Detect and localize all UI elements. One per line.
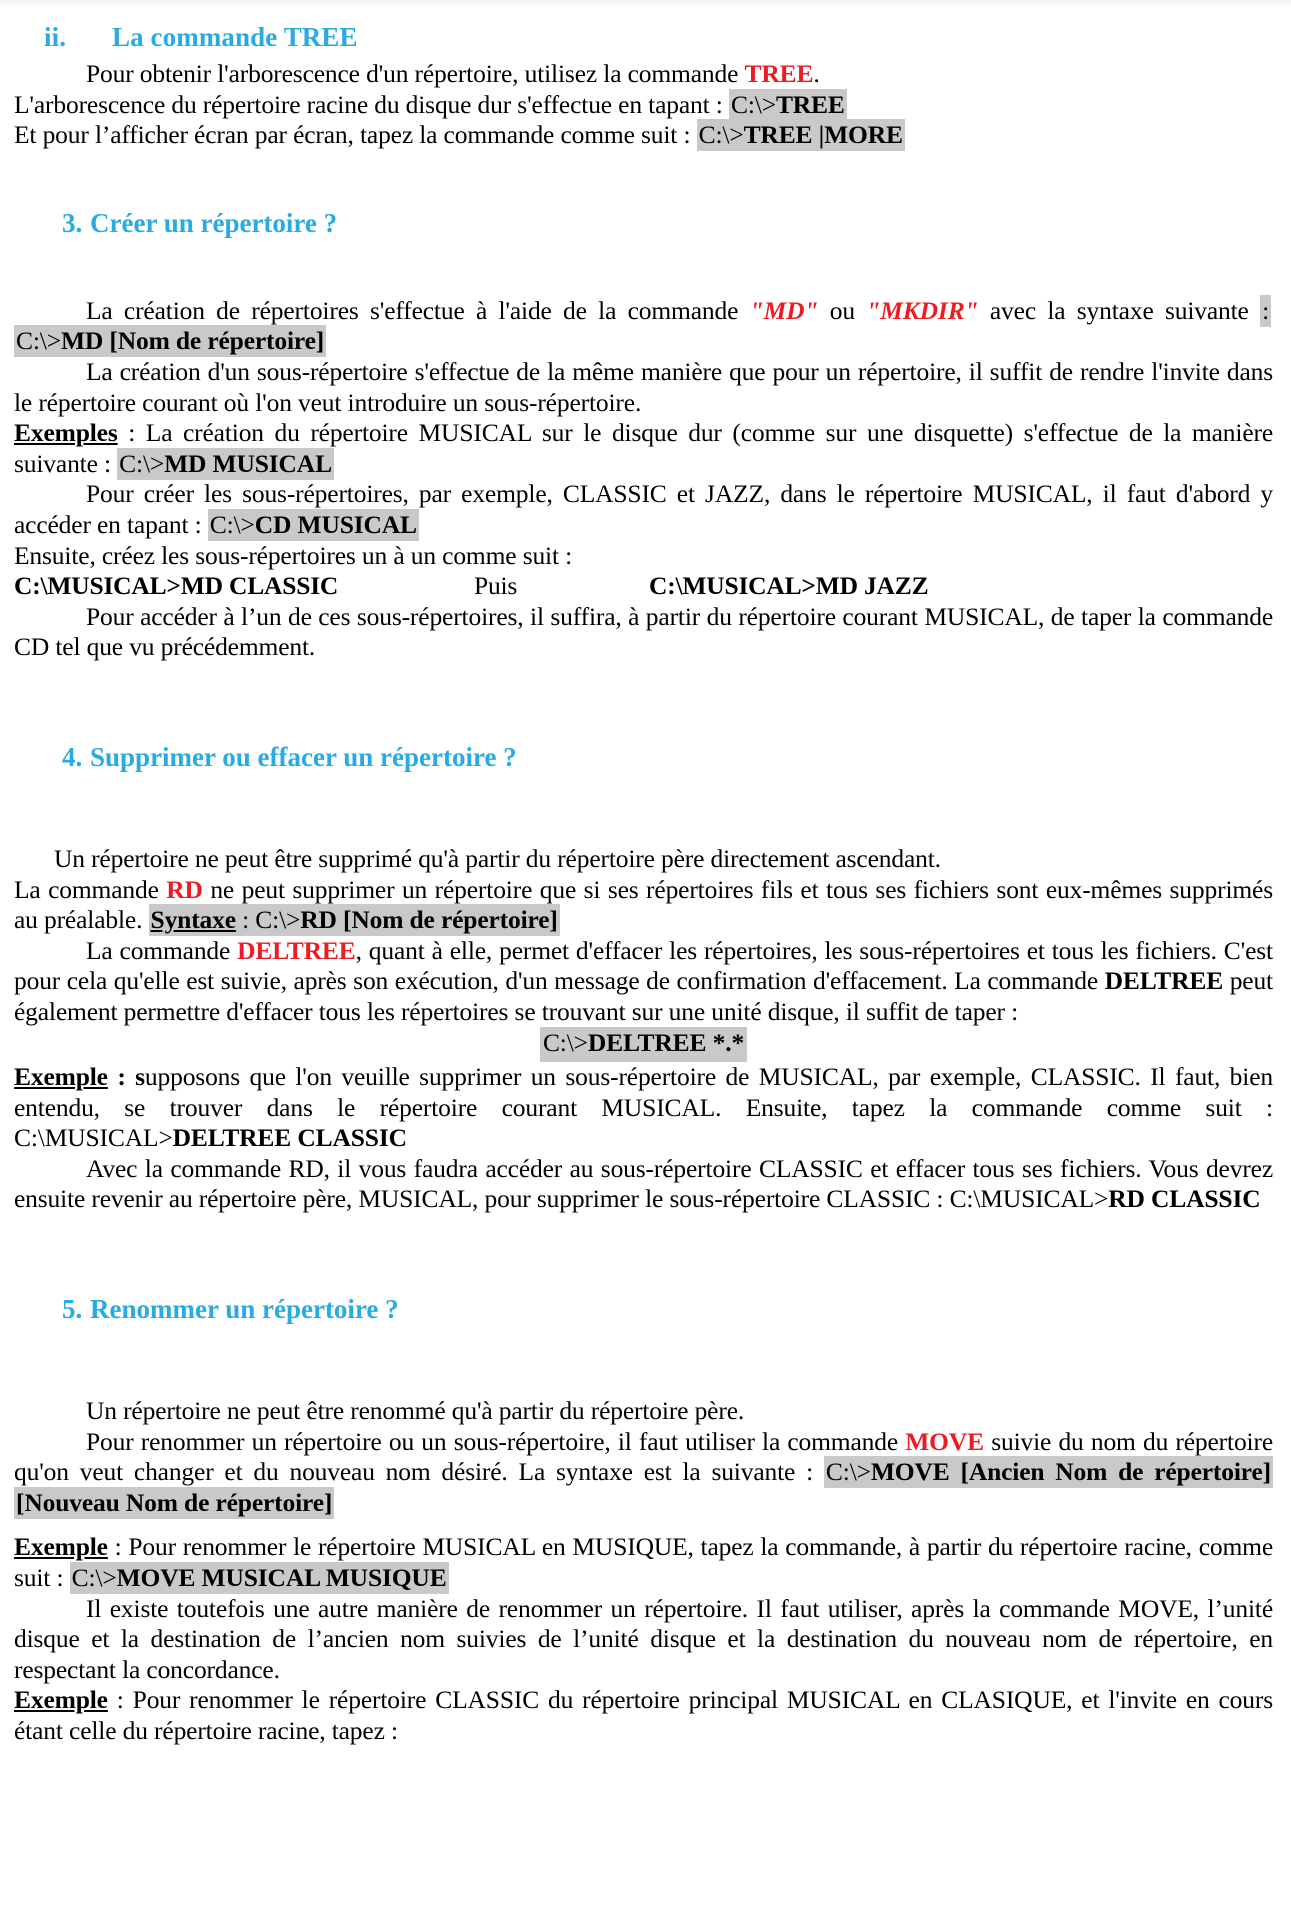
supprimer-paragraph-1: Un répertoire ne peut être supprimé qu'à partir du répertoire père directement ascendant. (54, 843, 941, 873)
supprimer-p3-text-a: La commande (86, 935, 238, 965)
supprimer-p6-text: Avec la commande RD, il vous faudra accéder au sous-répertoire CLASSIC et effacer tous ses fichiers. Vous devrez ensuite revenir au répertoire père, MUSICAL, pour supprimer le sous-répertoire CLASSIC : C:\MUSICAL> (14, 1153, 1273, 1214)
supprimer-p3-text-c: peut également permettre d'effacer tous les répertoires se trouvant sur une unité disque, il suffit de taper : (14, 966, 1273, 1026)
supprimer-p2-command: RD [Nom de répertoire] (300, 905, 558, 935)
creer-command-connector: Puis (474, 571, 518, 601)
renommer-p3-label-exemple: Exemple (14, 1532, 108, 1562)
creer-p3-text: : La création du répertoire MUSICAL sur le disque dur (comme sur une disquette) s'effectue de la manière suivante : (14, 418, 1273, 478)
heading-creer-title: Créer un répertoire ? (90, 207, 338, 238)
supprimer-paragraph-3 (14, 936, 1273, 1028)
tree-p3-prompt-prefix: C:\> (698, 120, 744, 150)
heading-renommer-title: Renommer un répertoire ? (90, 1294, 399, 1325)
heading-supprimer-number: 4. (62, 741, 83, 772)
tree-p1-text-a: Pour obtenir l'arborescence d'un répertoire, utilisez la commande (86, 59, 745, 88)
heading-renommer (14, 1294, 1273, 1325)
tree-p3-command: TREE |MORE (743, 120, 903, 150)
supprimer-p4-prompt-prefix: C:\> (542, 1028, 588, 1058)
supprimer-paragraph-5 (14, 1062, 1273, 1154)
creer-paragraph-5: Ensuite, créez les sous-répertoires un à un comme suit : (14, 540, 573, 570)
renommer-p2-command-move: MOVE (905, 1426, 984, 1456)
supprimer-p2-text-b: ne peut supprimer un répertoire que si ses répertoires fils et tous ses fichiers sont eux-mêmes supprimés au préalable. (14, 874, 1274, 935)
renommer-paragraph-2 (14, 1427, 1273, 1519)
creer-paragraph-6: Pour accéder à l’un de ces sous-répertoires, il suffira, à partir du répertoire courant MUSICAL, de taper la commande CD tel que vu précédemment. (14, 601, 1273, 662)
creer-p1-text-mid: ou (818, 295, 867, 325)
tree-paragraph-1 (14, 59, 1273, 90)
renommer-paragraph-1: Un répertoire ne peut être renommé qu'à partir du répertoire père. (86, 1396, 745, 1426)
supprimer-p4-command-highlight (540, 1027, 747, 1062)
creer-paragraph-4 (14, 479, 1273, 540)
creer-p3-label-exemples: Exemples (14, 418, 118, 448)
supprimer-paragraph-2 (14, 875, 1273, 936)
creer-p3-command-highlight (117, 448, 334, 480)
renommer-p2-text-b: suivie du nom du répertoire qu'on veut changer et du nouveau nom désiré. La syntaxe est la suivante : (14, 1426, 1273, 1487)
creer-p1-text-b: avec la syntaxe suivante (978, 295, 1261, 325)
spacer (14, 151, 1273, 181)
supprimer-p2-command-rd: RD (166, 874, 203, 904)
renommer-paragraph-4: Il existe toutefois une autre manière de renommer un répertoire. Il faut utiliser, après la commande MOVE, l’unité disque et la destination de l’ancien nom suivies de l’unité disque et la destination du nouveau nom de répertoire, en respectant la concordance. (14, 1593, 1273, 1684)
heading-supprimer (14, 742, 1273, 773)
renommer-paragraph-5 (14, 1685, 1273, 1746)
supprimer-p5-text-b: upposons que l'on veuille supprimer un sous-répertoire de MUSICAL, par exemple, CLASSIC. Il faut, bien entendu, se trouver dans le répertoire courant MUSICAL. Ensuite, tapez la commande comme suit : C:\MUSICAL> (14, 1062, 1273, 1153)
creer-p4-text: Pour créer les sous-répertoires, par exemple, CLASSIC et JAZZ, dans le répertoire MUSICAL, il faut d'abord y accéder en tapant : (14, 479, 1273, 539)
supprimer-p3-text-b: , quant à elle, permet d'effacer les répertoires, les sous-répertoires et tous les fichiers. C'est pour cela qu'elle est suivie, après son exécution, d'un message de confirmation d'effacement. La commande (14, 935, 1273, 996)
heading-tree-title: La commande TREE (112, 22, 358, 52)
creer-p4-command-highlight (208, 509, 419, 541)
supprimer-p5-label-exemple: Exemple (14, 1062, 108, 1092)
creer-p4-prompt-prefix: C:\> (209, 509, 255, 539)
renommer-paragraph-3 (14, 1532, 1273, 1593)
creer-p3-command: MD MUSICAL (164, 448, 332, 478)
renommer-p5-text: : Pour renommer le répertoire CLASSIC du répertoire principal MUSICAL en CLASIQUE, et l'invite en cours étant celle du répertoire racine, tapez : (14, 1685, 1273, 1745)
supprimer-paragraph-6 (14, 1154, 1273, 1215)
creer-p1-text-a: La création de répertoires s'effectue à l'aide de la commande (86, 295, 750, 325)
renommer-p2-text-a: Pour renommer un répertoire ou un sous-répertoire, il faut utiliser la commande (86, 1426, 906, 1456)
creer-p1-prompt-prefix: : C:\> (16, 295, 1269, 356)
renommer-p2-command: MOVE [Ancien Nom de répertoire] [Nouveau Nom de répertoire] (16, 1457, 1271, 1517)
creer-paragraph-1 (14, 296, 1273, 357)
supprimer-p2-label-syntaxe: Syntaxe (150, 905, 236, 935)
page-top-edge (0, 0, 1291, 8)
tree-p3-text: Et pour l’afficher écran par écran, tapez la commande comme suit : (14, 120, 697, 150)
supprimer-p5-text-a: : s (107, 1062, 145, 1092)
tree-paragraph-3 (14, 120, 1273, 151)
renommer-p3-text: : Pour renommer le répertoire MUSICAL en MUSIQUE, tapez la commande, à partir du répertoire racine, comme suit : (14, 1532, 1273, 1592)
creer-command-jazz: C:\MUSICAL>MD JAZZ (649, 571, 929, 601)
supprimer-p2-prompt-prefix: : C:\> (235, 905, 301, 935)
heading-renommer-number: 5. (62, 1294, 83, 1325)
heading-creer-number: 3. (62, 207, 83, 238)
tree-p2-command: TREE (775, 89, 845, 119)
heading-creer (14, 208, 1273, 239)
creer-p1-command: MD [Nom de répertoire] (60, 326, 325, 356)
spacer (14, 1215, 1273, 1267)
supprimer-p3-command-deltree-2: DELTREE (1104, 966, 1224, 996)
supprimer-p3-command-deltree: DELTREE (237, 935, 356, 965)
spacer (14, 1518, 1273, 1532)
creer-p3-prompt-prefix: C:\> (119, 448, 165, 478)
tree-p3-command-highlight (697, 119, 905, 151)
creer-p1-md-quoted: "MD" (749, 295, 819, 325)
supprimer-p5-command: DELTREE CLASSIC (172, 1123, 407, 1153)
spacer (14, 663, 1273, 715)
tree-p2-text: L'arborescence du répertoire racine du disque dur s'effectue en tapant : (14, 89, 729, 119)
tree-p1-text-b: . (813, 59, 820, 88)
tree-p1-command: TREE (744, 59, 814, 88)
renommer-p3-command-highlight (70, 1562, 449, 1594)
tree-paragraph-2 (14, 90, 1273, 121)
supprimer-paragraph-4 (14, 1027, 1273, 1062)
creer-p4-command: CD MUSICAL (254, 509, 417, 539)
spacer (14, 1352, 1273, 1396)
heading-tree-number: ii. (44, 22, 67, 52)
tree-p2-command-highlight (729, 89, 847, 121)
renommer-p5-label-exemple: Exemple (14, 1685, 108, 1715)
spacer (14, 800, 1273, 844)
creer-paragraph-3 (14, 418, 1273, 479)
supprimer-p6-command: RD CLASSIC (1108, 1184, 1261, 1214)
heading-supprimer-title: Supprimer ou effacer un répertoire ? (90, 741, 517, 772)
tree-p2-prompt-prefix: C:\> (730, 89, 776, 119)
renommer-p2-prompt-prefix: C:\> (825, 1457, 871, 1487)
creer-paragraph-2: La création d'un sous-répertoire s'effectue de la même manière que pour un répertoire, il suffit de rendre l'invite dans le répertoire courant où l'on veut introduire un sous-répertoire. (14, 356, 1273, 417)
supprimer-p2-syntax-highlight (149, 904, 560, 936)
creer-command-row (14, 571, 1273, 602)
renommer-p3-command: MOVE MUSICAL MUSIQUE (116, 1563, 447, 1592)
creer-command-classic: C:\MUSICAL>MD CLASSIC (14, 571, 339, 601)
creer-p1-mkdir-quoted: "MKDIR" (866, 295, 979, 325)
supprimer-p2-text-a: La commande (14, 874, 167, 904)
renommer-p3-prompt-prefix: C:\> (71, 1563, 117, 1592)
spacer (14, 266, 1273, 296)
supprimer-p4-command: DELTREE *.* (587, 1028, 745, 1058)
heading-tree (14, 22, 1273, 53)
